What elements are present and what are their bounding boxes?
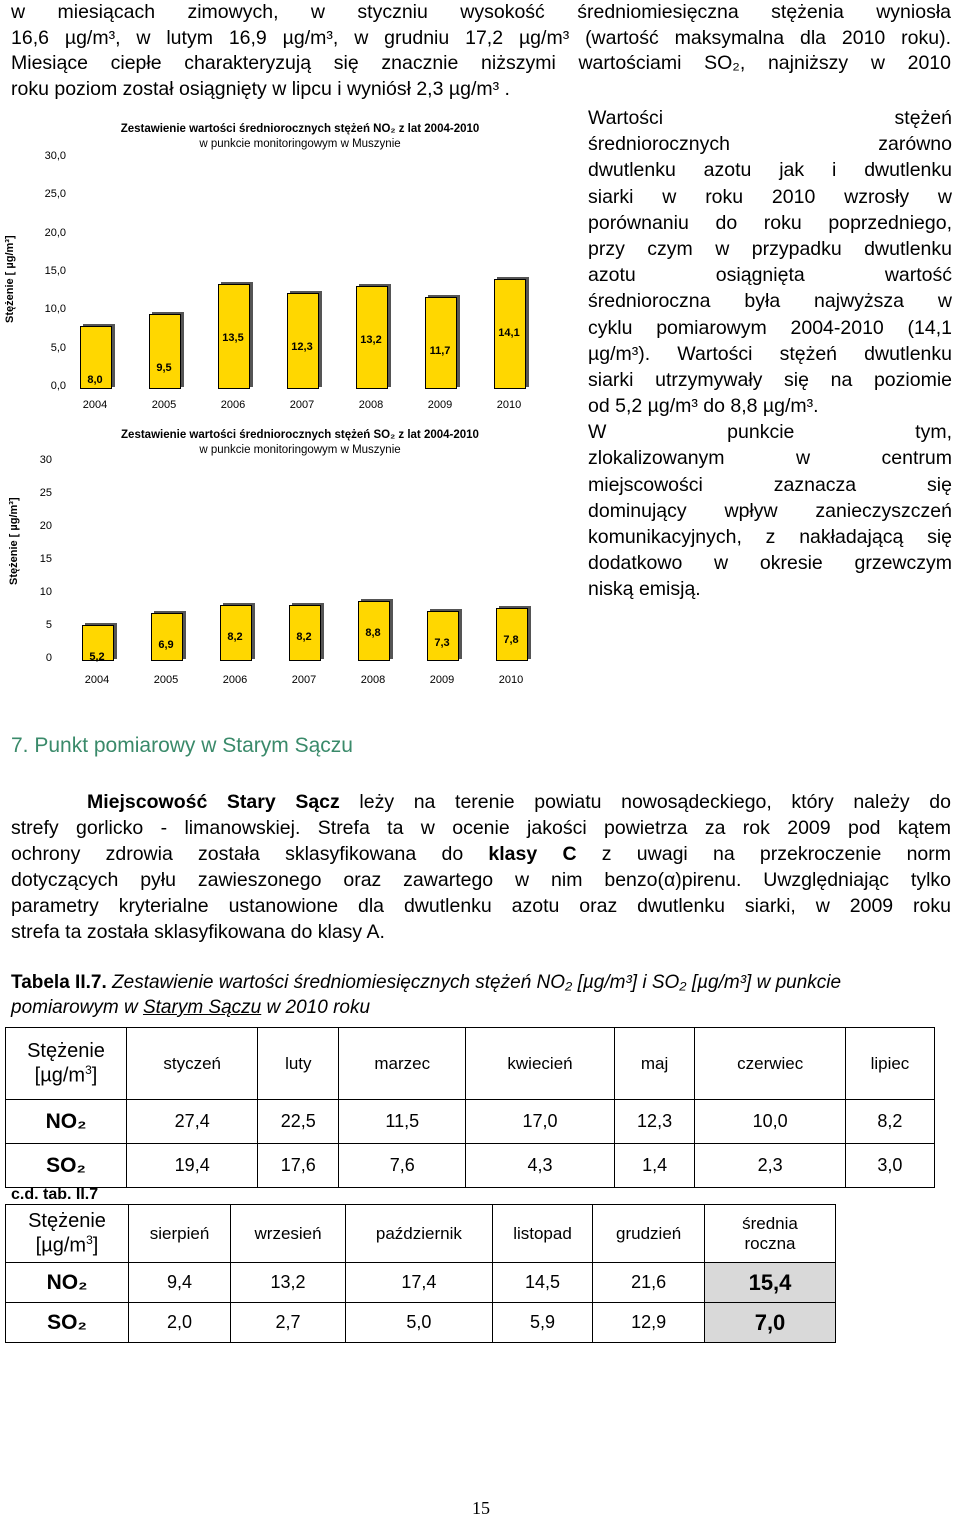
x-tick-label: 2006 [220, 399, 246, 411]
intro-line: 16,6 µg/m³, w lutym 16,9 µg/m³, w grudniu 17,2 µg/m³ (wartość maksymalna dla 2010 roku). [11, 26, 951, 49]
table-caption-text: Zestawienie wartości średniomiesięcznych stężeń NO₂ [µg/m³] i SO₂ [µg/m³] w punkcie [106, 972, 842, 993]
value-cell: 10,0 [695, 1100, 845, 1144]
bar-value-label: 13,5 [222, 331, 244, 344]
table-caption-line1 [11, 970, 951, 995]
bar [149, 314, 181, 389]
monthly-table-part2 [5, 1204, 836, 1343]
so2-y-axis-label: Stężenie [ µg/m³] [8, 497, 20, 585]
intro-paragraph [11, 0, 951, 102]
month-header: luty [258, 1028, 339, 1100]
gas-cell: NO₂ [6, 1100, 127, 1144]
section-line: parametry kryterialne ustanowione dla dwutlenku azotu oraz dwutlenku siarki, w 2009 roku [11, 895, 951, 917]
no2-y-axis-label: Stężenie [ µg/m³] [4, 235, 16, 323]
value-cell: 19,4 [127, 1144, 258, 1188]
bar-value-label: 8,0 [87, 373, 103, 386]
gas-cell: SO₂ [6, 1303, 129, 1343]
right-text-line: W punkcie tym, [588, 421, 952, 444]
y-tick-label: 15,0 [44, 265, 66, 277]
bar-value-label: 8,8 [365, 626, 381, 639]
right-text-line: siarki utrzymywały się na poziomie [588, 368, 952, 391]
table-caption-line2 [11, 995, 951, 1020]
x-tick-label: 2008 [360, 674, 386, 686]
section-line: strefa ta została sklasyfikowana do klasy A. [11, 921, 385, 943]
right-text-line: zlokalizowanym w centrum [588, 447, 952, 470]
month-header: wrzesień [231, 1205, 346, 1263]
right-text-line: Wartości stężeń [588, 107, 952, 129]
value-cell: 5,9 [492, 1303, 593, 1343]
bar-value-label: 5,2 [89, 650, 105, 663]
value-cell: 22,5 [258, 1100, 339, 1144]
x-tick-label: 2005 [153, 674, 179, 686]
y-tick-label: 25 [39, 487, 52, 499]
intro-line: Miesiące ciepłe charakteryzują się znacznie niższymi wartościami SO₂, najniższy w 2010 [11, 52, 951, 75]
y-tick-label: 20,0 [44, 226, 66, 239]
value-cell: 27,4 [127, 1100, 258, 1144]
gas-cell: NO₂ [6, 1263, 129, 1303]
value-cell: 1,4 [614, 1144, 695, 1188]
y-tick-label: 25,0 [44, 188, 66, 201]
value-cell: 21,6 [593, 1263, 705, 1303]
y-tick-label: 5 [45, 619, 52, 631]
table-caption-location: Starym Sączu [142, 997, 262, 1018]
y-tick-label: 30,0 [44, 150, 66, 162]
month-header: sierpień [129, 1205, 231, 1263]
value-cell: 5,0 [345, 1303, 492, 1343]
right-text-line: cyklu pomiarowym 2004-2010 (14,1 [588, 316, 952, 339]
month-header: grudzień [593, 1205, 705, 1263]
right-text-line: miejscowości zaznacza się [588, 473, 952, 496]
y-tick-label: 5,0 [50, 341, 66, 354]
right-text-line: od 5,2 µg/m³ do 8,8 µg/m³. [588, 395, 819, 418]
avg-cell: 15,4 [705, 1263, 836, 1303]
right-text-line: średniorocznych zarówno [588, 133, 952, 156]
right-text-line: dominujący wpływ zanieczyszczeń [588, 499, 952, 522]
bar [425, 297, 457, 389]
value-cell: 3,0 [845, 1144, 934, 1188]
value-cell: 9,4 [129, 1263, 231, 1303]
month-header: maj [614, 1028, 695, 1100]
no2-chart [0, 118, 560, 418]
table-row [6, 1100, 935, 1144]
month-header: styczeń [127, 1028, 258, 1100]
bar-value-label: 8,2 [227, 630, 243, 643]
table-caption-text-post: w 2010 roku [261, 997, 371, 1018]
month-header: czerwiec [695, 1028, 845, 1100]
y-tick-label: 0,0 [50, 380, 66, 392]
table-caption-text-pre: pomiarowym w [11, 997, 143, 1018]
continuation-label: c.d. tab. II.7 [11, 1186, 99, 1203]
right-text-line: dwutlenku azotu jak i dwutlenku [588, 159, 952, 182]
intro-line: roku poziom został osiągnięty w lipcu i wyniósł 2,3 µg/m³ . [11, 77, 510, 100]
value-cell: 2,0 [129, 1303, 231, 1343]
right-text-line: przy czym w przypadku dwutlenku [588, 237, 952, 260]
section-line: strefy gorlicko - limanowskiej. Strefa ta w ocenie jakości powietrza za rok 2009 pod kątem [11, 817, 951, 839]
chart-title-line: Zestawienie wartości średniorocznych stężeń NO₂ z lat 2004-2010 [120, 123, 480, 135]
right-text-line: dodatkowo w okresie grzewczym [588, 552, 952, 575]
month-header: lipiec [845, 1028, 934, 1100]
monthly-table-part1 [5, 1027, 935, 1188]
value-cell: 7,6 [339, 1144, 466, 1188]
right-text-line: µg/m³). Wartości stężeń dwutlenku [588, 342, 952, 365]
value-cell: 11,5 [339, 1100, 466, 1144]
x-tick-label: 2005 [151, 399, 177, 411]
page-number: 15 [472, 1498, 490, 1518]
right-text-line: komunikacyjnych, z nakładającą się [588, 526, 952, 548]
x-tick-label: 2004 [84, 674, 110, 686]
value-cell: 4,3 [466, 1144, 614, 1188]
value-cell: 2,3 [695, 1144, 845, 1188]
bar-value-label: 14,1 [498, 326, 520, 339]
bar-value-label: 7,8 [503, 633, 519, 646]
value-cell: 12,3 [614, 1100, 695, 1144]
bar-value-label: 13,2 [360, 333, 382, 346]
table-row [6, 1263, 836, 1303]
chart-subtitle-line: w punkcie monitoringowym w Muszynie [199, 444, 401, 456]
right-text-line: siarki w roku 2010 wzrosły w [588, 185, 952, 208]
so2-plot-area [0, 425, 560, 700]
table-row [6, 1144, 935, 1188]
x-tick-label: 2007 [289, 399, 315, 411]
y-tick-label: 0 [45, 652, 52, 664]
bar-value-label: 6,9 [158, 639, 174, 652]
bar-value-label: 8,2 [296, 630, 312, 643]
table-caption [11, 970, 951, 1020]
so2-chart [0, 425, 560, 700]
right-text-line: niską emisją. [588, 578, 701, 601]
bar-value-label: 7,3 [434, 636, 450, 649]
month-header: listopad [492, 1205, 593, 1263]
no2-plot-area [0, 118, 560, 418]
month-header: październik [345, 1205, 492, 1263]
avg-cell: 7,0 [705, 1303, 836, 1343]
bold-phrase: klasy C [488, 843, 577, 865]
x-tick-label: 2007 [291, 674, 317, 686]
value-cell: 17,6 [258, 1144, 339, 1188]
section-line: ochrony zdrowia została sklasyfikowana do klasy C z uwagi na przekroczenie norm [11, 843, 951, 865]
right-text-line: średnioroczna była najwyższa w [588, 290, 952, 313]
y-tick-label: 20 [39, 520, 52, 532]
x-tick-label: 2010 [496, 399, 522, 411]
x-tick-label: 2009 [427, 399, 453, 411]
value-cell: 14,5 [492, 1263, 593, 1303]
x-tick-label: 2009 [429, 674, 455, 686]
y-tick-label: 10,0 [44, 303, 66, 316]
value-cell: 13,2 [231, 1263, 346, 1303]
section-line: dotyczących pyłu zawieszonego oraz zawartego w nim benzo(α)pirenu. Uwzględniając tylko [11, 869, 951, 891]
chart-title-line: Zestawienie wartości średniorocznych stężeń SO₂ z lat 2004-2010 [121, 429, 479, 441]
value-cell: 8,2 [845, 1100, 934, 1144]
section-heading: 7. Punkt pomiarowy w Starym Sączu [11, 734, 353, 757]
table-row [6, 1303, 836, 1343]
table-caption-number: Tabela II.7. [11, 972, 107, 993]
right-column-text [588, 105, 952, 603]
avg-header: średnia roczna [705, 1205, 836, 1263]
section-line: Miejscowość Stary Sącz leży na terenie powiatu nowosądeckiego, który należy do [87, 791, 952, 813]
y-tick-label: 10 [39, 586, 52, 598]
value-cell: 2,7 [231, 1303, 346, 1343]
y-tick-label: 15 [39, 553, 52, 565]
bar-value-label: 12,3 [291, 340, 313, 353]
chart-subtitle-line: w punkcie monitoringowym w Muszynie [199, 138, 401, 150]
right-text-line: azotu osiągnięta wartość [588, 264, 952, 287]
value-cell: 17,0 [466, 1100, 614, 1144]
header-label-cell: Stężenie $[\mu g/m^3]$ [6, 1028, 127, 1100]
bar-value-label: 9,5 [156, 362, 172, 375]
x-tick-label: 2004 [82, 399, 108, 411]
value-cell: 12,9 [593, 1303, 705, 1343]
header-label-cell: Stężenie $[\mu g/m^3]$ [6, 1205, 129, 1263]
right-text-line: porównaniu do roku poprzedniego, [588, 211, 952, 234]
intro-line: w miesiącach zimowych, w styczniu wysokość średniomiesięczna stężenia wyniosła [11, 1, 951, 23]
bar [151, 613, 183, 661]
bold-phrase: Miejscowość Stary Sącz [87, 791, 340, 813]
x-tick-label: 2006 [222, 674, 248, 686]
month-header: kwiecień [466, 1028, 614, 1100]
month-header: marzec [339, 1028, 466, 1100]
section-paragraph [11, 789, 951, 945]
bar-value-label: 11,7 [429, 345, 451, 358]
y-tick-label: 30 [39, 454, 52, 466]
x-tick-label: 2010 [498, 674, 524, 686]
gas-cell: SO₂ [6, 1144, 127, 1188]
x-tick-label: 2008 [358, 399, 384, 411]
value-cell: 17,4 [345, 1263, 492, 1303]
